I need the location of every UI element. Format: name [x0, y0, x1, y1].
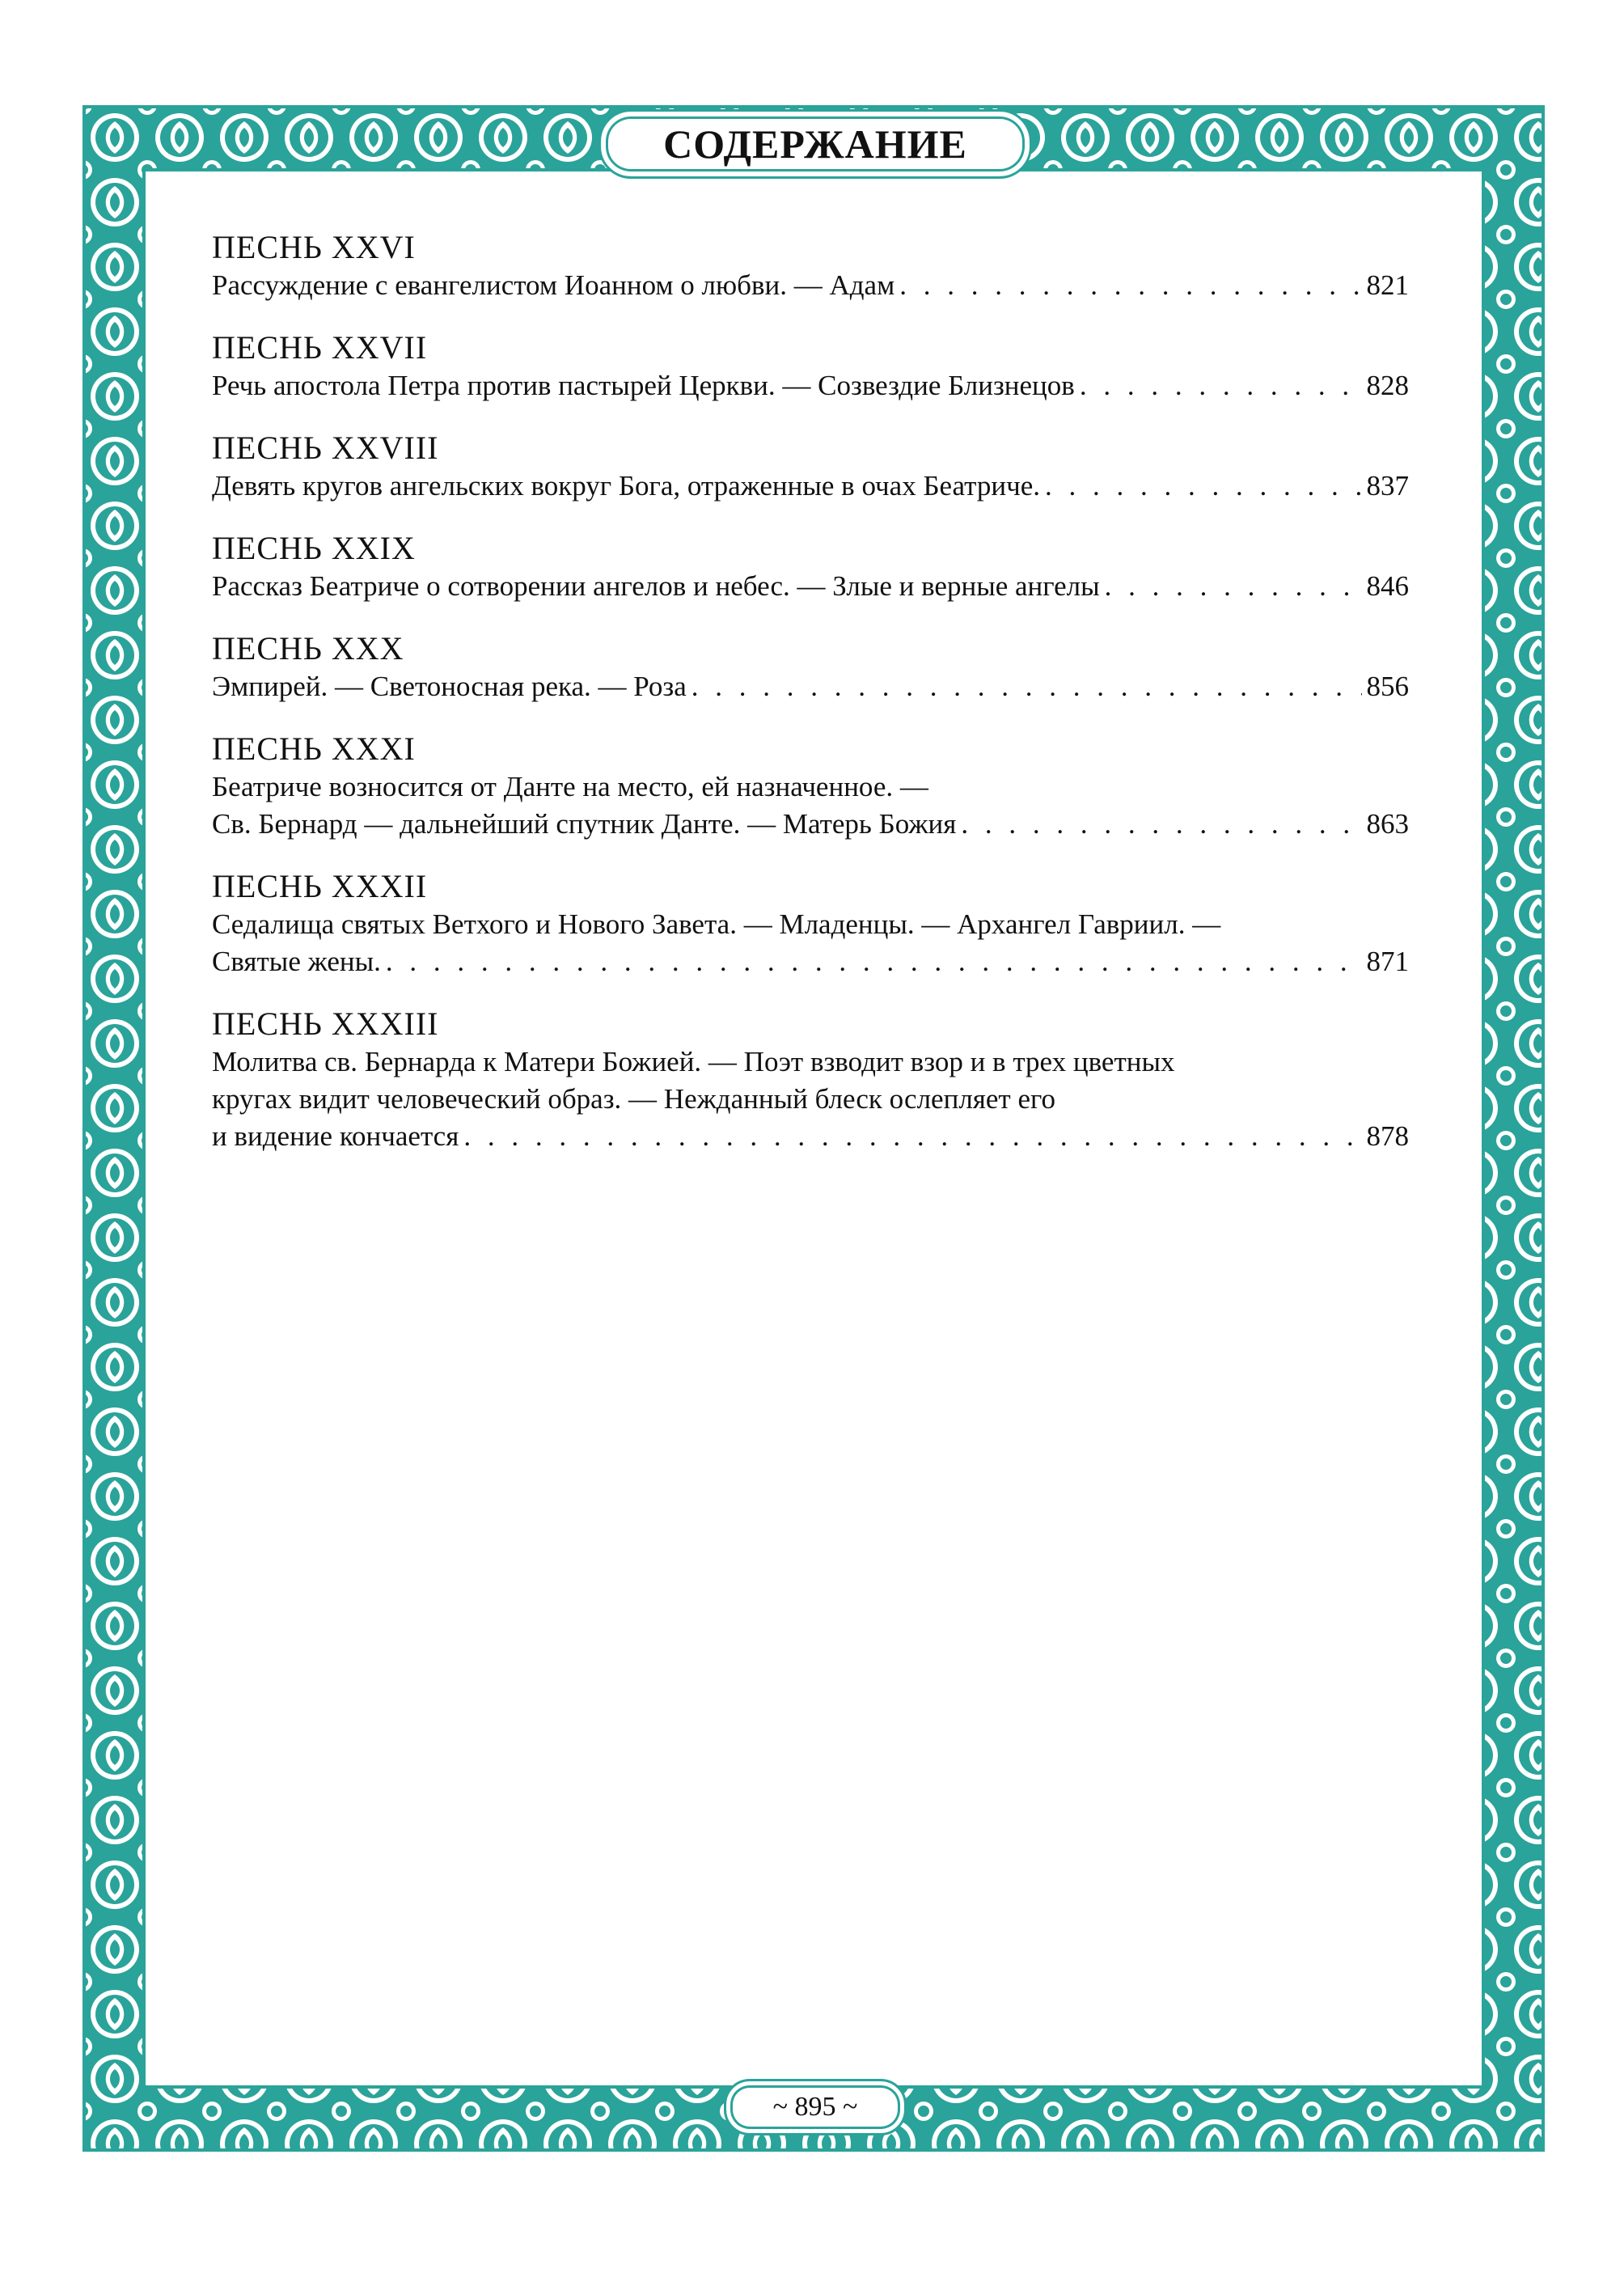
entry-description-line: Молитва св. Бернарда к Матери Божией. — Поэт взводит взор и в трех цветных — [212, 1046, 1175, 1077]
page-ref: 856 — [1366, 671, 1409, 702]
page-number: ~ 895 ~ — [772, 2092, 858, 2122]
toc-entry — [212, 328, 1409, 404]
dot-leader — [1045, 468, 1362, 505]
entry-description-line: Седалища святых Ветхого и Нового Завета. — Младенцы. — Архангел Гавриил. — — [212, 908, 1221, 940]
canto-heading: ПЕСНЬ XXVI — [212, 229, 416, 265]
page-ref: 821 — [1366, 269, 1409, 301]
canto-heading: ПЕСНЬ XXX — [212, 630, 404, 667]
entry-leader-line — [212, 468, 1409, 505]
entry-leader-line — [212, 267, 1409, 304]
toc-entry — [212, 629, 1409, 705]
toc-entry — [212, 730, 1409, 843]
toc-entry — [212, 529, 1409, 605]
entry-description-line: Рассказ Беатриче о сотворении ангелов и небес. — Злые и верные ангелы — [212, 570, 1100, 602]
title-plaque — [598, 109, 1032, 179]
page-ref: 837 — [1366, 470, 1409, 502]
canto-heading: ПЕСНЬ XXVII — [212, 329, 428, 366]
page-number-plaque — [724, 2079, 907, 2135]
entry-leader-line — [212, 568, 1409, 605]
dot-leader — [1080, 367, 1362, 404]
entry-description-line: Эмпирей. — Светоносная река. — Роза — [212, 671, 687, 702]
table-of-contents — [212, 228, 1409, 1179]
entry-description-line: кругах видит человеческий образ. — Нежданный блеск ослепляет его — [212, 1083, 1055, 1115]
entry-leader-line — [212, 1118, 1409, 1155]
page-ref: 863 — [1366, 808, 1409, 840]
page-ref: 828 — [1366, 370, 1409, 401]
toc-entry — [212, 1005, 1409, 1155]
canto-heading: ПЕСНЬ XXXII — [212, 868, 428, 904]
dot-leader — [691, 668, 1362, 705]
entry-description-line: Святые жены. — [212, 946, 381, 977]
page-ref: 878 — [1366, 1120, 1409, 1152]
page-title: СОДЕРЖАНИЕ — [663, 121, 967, 167]
dot-leader — [386, 943, 1362, 980]
toc-entry — [212, 228, 1409, 304]
toc-entry — [212, 867, 1409, 980]
entry-leader-line — [212, 367, 1409, 404]
entry-description-line: Рассуждение с евангелистом Иоанном о любви. — Адам — [212, 269, 895, 301]
entry-description-line: Св. Бернард — дальнейший спутник Данте. — Матерь Божия — [212, 808, 957, 840]
entry-leader-line — [212, 943, 1409, 980]
canto-heading: ПЕСНЬ XXXIII — [212, 1005, 439, 1042]
dot-leader — [899, 267, 1361, 304]
toc-entry — [212, 429, 1409, 505]
page-ref: 871 — [1366, 946, 1409, 977]
entry-leader-line — [212, 668, 1409, 705]
dot-leader — [463, 1118, 1361, 1155]
entry-leader-line — [212, 806, 1409, 843]
entry-description-line: и видение кончается — [212, 1120, 459, 1152]
canto-heading: ПЕСНЬ XXVIII — [212, 430, 439, 466]
dot-leader — [961, 806, 1361, 843]
dot-leader — [1105, 568, 1362, 605]
entry-description-line: Речь апостола Петра против пастырей Церкви. — Созвездие Близнецов — [212, 370, 1075, 401]
entry-description-line: Девять кругов ангельских вокруг Бога, отраженные в очах Беатриче. — [212, 470, 1040, 502]
canto-heading: ПЕСНЬ XXXI — [212, 730, 416, 767]
page-ref: 846 — [1366, 570, 1409, 602]
entry-description-line: Беатриче возносится от Данте на место, ей назначенное. — — [212, 771, 928, 802]
canto-heading: ПЕСНЬ XXIX — [212, 530, 416, 566]
